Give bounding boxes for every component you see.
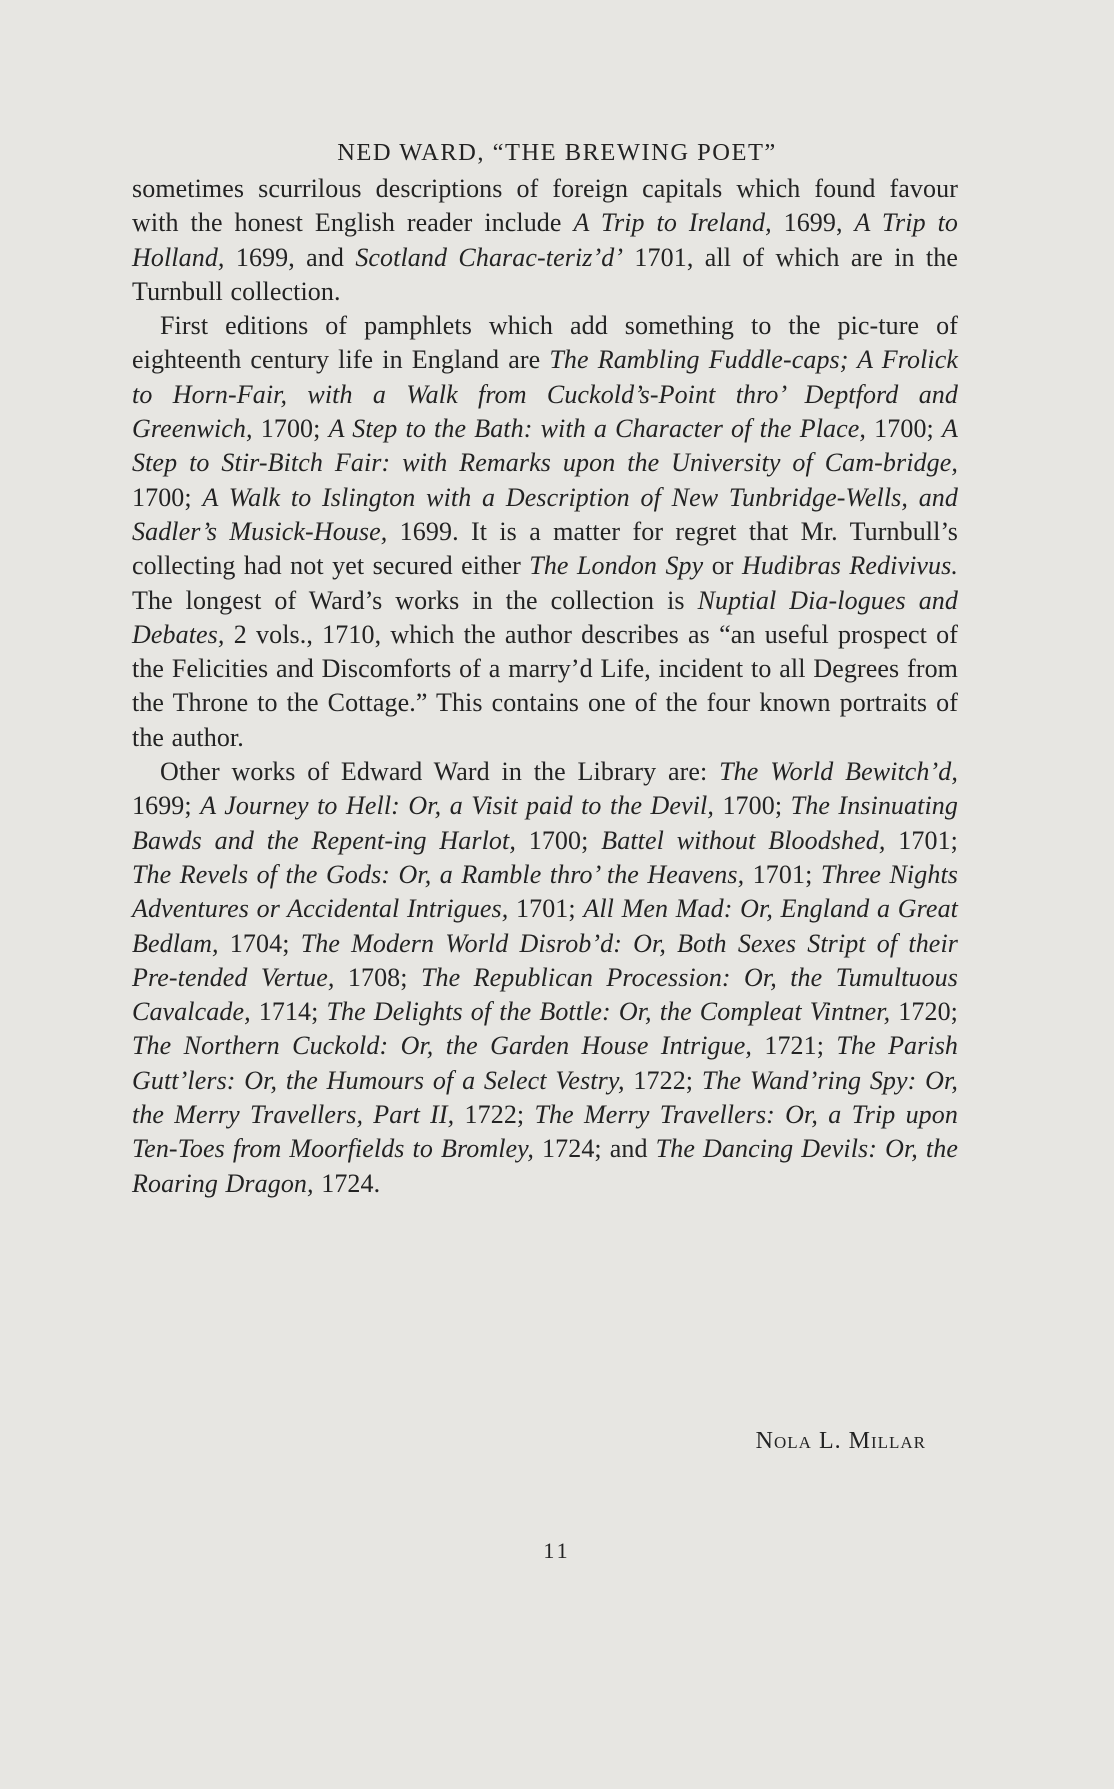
text-run: The longest of Ward’s works in the collection is	[132, 585, 698, 615]
text-run: 1701;	[744, 859, 821, 889]
text-run: 1700;	[515, 825, 602, 855]
italic-title: Scotland Charac-teriz’d’	[355, 242, 624, 272]
text-run: 1701;	[885, 825, 958, 855]
italic-title: A Step to Stir-Bitch Fair: with Remarks upon the University of Cam-bridge,	[132, 414, 958, 478]
text-run: First editions of pamphlets which add something to the pic-ture of eighteenth century life in England are	[132, 311, 958, 375]
italic-title: A Journey to Hell: Or, a Visit paid to the Devil,	[200, 791, 714, 821]
text-run: 1700;	[713, 791, 791, 821]
italic-title: Battel without Bloodshed,	[601, 825, 886, 855]
body-text	[132, 172, 958, 1201]
page-number: 11	[543, 1538, 571, 1563]
text-run: 1720;	[890, 997, 958, 1027]
text-run: 1724.	[313, 1168, 381, 1198]
running-head: NED WARD, “THE BREWING POET”	[337, 139, 777, 166]
italic-title: A Step to the Bath: with a Character of the Place,	[328, 414, 867, 444]
italic-title: The World Bewitch’d,	[719, 757, 958, 787]
paragraph-2	[132, 309, 958, 755]
italic-title: The Rambling Fuddle-caps; A Frolick to Horn-Fair, with a Walk from Cuckold’s-Point thro’ Deptford and Greenwich,	[132, 345, 959, 444]
italic-title: Hudibras Redivivus.	[741, 551, 958, 581]
text-run: 1724; and	[534, 1134, 656, 1164]
paragraph-3	[132, 755, 958, 1201]
paragraph-1	[132, 172, 958, 309]
text-run: 1699;	[132, 791, 201, 821]
italic-title: The Northern Cuckold: Or, the Garden House Intrigue,	[132, 1031, 752, 1061]
text-run: 1701, all of which are in the Turnbull collection.	[132, 242, 958, 306]
italic-title: The Dancing Devils: Or, the Roaring Dragon,	[132, 1134, 958, 1198]
italic-title: A Trip to Holland,	[132, 208, 959, 272]
italic-title: The Wand’ring Spy: Or, the Merry Travellers, Part II,	[132, 1065, 958, 1130]
text-run: 1699,	[771, 208, 855, 238]
text-run: Other works of Edward Ward in the Library are:	[160, 757, 720, 787]
text-run: 1699, and	[224, 242, 356, 272]
italic-title: The Delights of the Bottle: Or, the Compleat Vintner,	[326, 997, 891, 1027]
text-run: 1722;	[454, 1100, 535, 1130]
text-run: 1700;	[866, 414, 942, 444]
italic-title: The Modern World Disrob’d: Or, Both Sexes Stript of their Pre-tended Vertue,	[132, 928, 958, 992]
italic-title: The Parish Gutt’lers: Or, the Humours of a Select Vestry,	[132, 1031, 959, 1095]
text-run: 1722;	[624, 1065, 702, 1095]
text-run: 2 vols., 1710, which the author describes as “an useful prospect of the Felicities and Discomforts of a marry’d Life, incident to all Degrees from the Throne to the Cottage.” This contains one of the four known portraits of the author.	[132, 619, 958, 752]
text-run: 1704;	[218, 928, 301, 958]
italic-title: The London Spy	[529, 551, 704, 581]
text-run: 1721;	[752, 1031, 837, 1061]
italic-title: The Insinuating Bawds and the Repent-ing Harlot,	[132, 791, 958, 855]
text-run: 1700;	[132, 482, 203, 512]
text-run: 1699. It is a matter for regret that Mr. Turnbull’s collecting had not yet secured either	[132, 516, 958, 581]
text-run: sometimes scurrilous descriptions of foreign capitals which found favour with the honest English reader include	[132, 174, 958, 238]
text-run: 1700;	[252, 414, 329, 444]
text-run: 1701;	[508, 894, 584, 924]
italic-title: Three Nights Adventures or Accidental Intrigues,	[132, 859, 958, 924]
italic-title: The Republican Procession: Or, the Tumultuous Cavalcade,	[132, 962, 958, 1027]
text-run: 1708;	[334, 962, 421, 992]
italic-title: All Men Mad: Or, England a Great Bedlam,	[132, 894, 958, 958]
author-signature: Nola L. Millar	[755, 1428, 926, 1454]
italic-title: A Walk to Islington with a Description of New Tunbridge-Wells, and Sadler’s Musick-House,	[132, 482, 958, 546]
italic-title: A Trip to Ireland,	[573, 208, 772, 238]
italic-title: The Merry Travellers: Or, a Trip upon Ten-Toes from Moorfields to Bromley,	[132, 1100, 958, 1164]
text-run: 1714;	[250, 997, 327, 1027]
italic-title: Nuptial Dia-logues and Debates,	[132, 585, 958, 649]
italic-title: The Revels of the Gods: Or, a Ramble thro’ the Heavens,	[132, 859, 745, 889]
text-run: or	[703, 551, 742, 581]
